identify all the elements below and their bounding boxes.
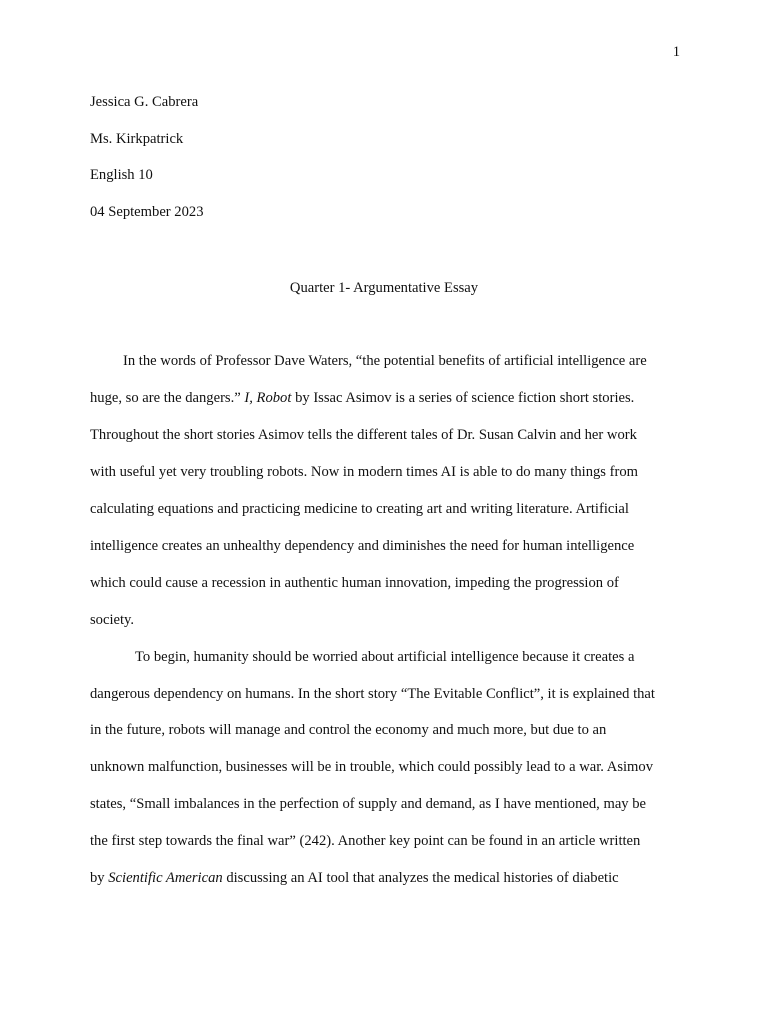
paragraph-1-line-3: Throughout the short stories Asimov tells the different tales of Dr. Susan Calvin and her work [90, 427, 637, 443]
paragraph-1-line-5: calculating equations and practicing medicine to creating art and writing literature. Artificial [90, 501, 629, 517]
text-run: huge, so are the dangers.” [90, 390, 245, 406]
paragraph-1-line-2 [90, 390, 634, 407]
text-run: by Issac Asimov is a series of science fiction short stories. [291, 390, 635, 406]
text-run: by [90, 870, 109, 886]
paragraph-2-line-1: To begin, humanity should be worried about artificial intelligence because it creates a [135, 649, 635, 665]
publication-title: Scientific American [108, 870, 223, 886]
book-title: I, Robot [244, 390, 292, 406]
paragraph-2-line-7 [90, 870, 619, 887]
paragraph-2-line-6: the first step towards the final war” (242). Another key point can be found in an article written [90, 833, 641, 849]
page-number: 1 [672, 44, 680, 60]
paragraph-1-line-4: with useful yet very troubling robots. Now in modern times AI is able to do many things from [90, 464, 639, 480]
paragraph-2-line-5: states, “Small imbalances in the perfection of supply and demand, as I have mentioned, may be [90, 796, 647, 812]
paragraph-1-line-8: society. [90, 612, 135, 628]
paragraph-1-line-1: In the words of Professor Dave Waters, “the potential benefits of artificial intelligence are [123, 353, 647, 369]
paragraph-2-line-4: unknown malfunction, businesses will be in trouble, which could possibly lead to a war. Asimov [90, 759, 654, 775]
paragraph-2-line-3: in the future, robots will manage and control the economy and much more, but due to an [90, 722, 607, 738]
paragraph-1-line-7: which could cause a recession in authentic human innovation, impeding the progression of [90, 575, 619, 591]
paragraph-1-line-6: intelligence creates an unhealthy dependency and diminishes the need for human intelligence [90, 538, 635, 554]
student-name: Jessica G. Cabrera [90, 94, 199, 110]
teacher-name: Ms. Kirkpatrick [90, 131, 184, 147]
course-name: English 10 [90, 167, 153, 183]
essay-date: 04 September 2023 [90, 204, 204, 220]
text-run: discussing an AI tool that analyzes the medical histories of diabetic [222, 870, 619, 886]
essay-title: Quarter 1- Argumentative Essay [289, 280, 479, 296]
paragraph-2-line-2: dangerous dependency on humans. In the short story “The Evitable Conflict”, it is explained that [90, 686, 655, 702]
